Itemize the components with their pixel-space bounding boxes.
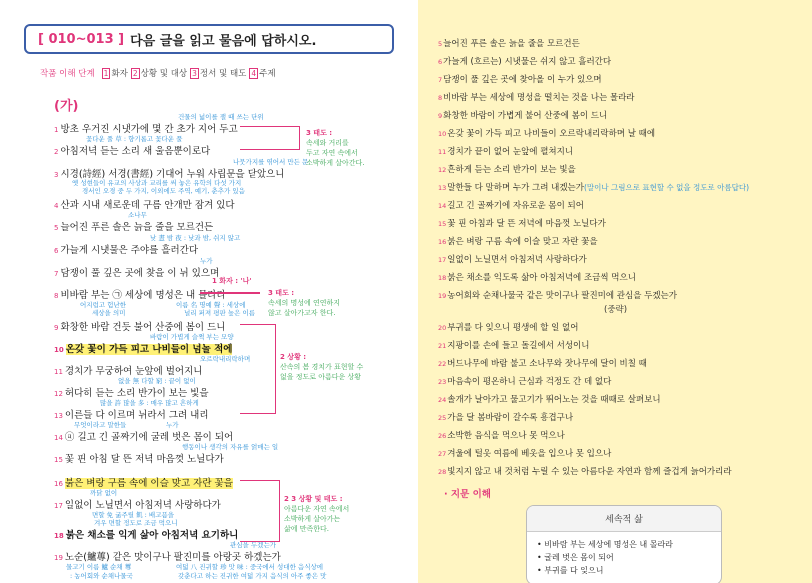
gloss-note: 행동이나 생각의 자유를 얽매는 일 [182, 443, 279, 451]
gloss-note: 누가 [200, 257, 213, 265]
gloss-note: 세상을 의미 [92, 309, 126, 317]
translation-line: 10온갖 꽃이 가득 피고 나비들이 오르락내리락하며 날 때에 [438, 129, 656, 139]
poem-line: 5 늘어진 푸른 솔은 늙을 줄을 모르건든 [54, 222, 214, 233]
poem-line: 15 꽃 핀 아침 달 뜬 저녁 마음껏 노닐다가 [54, 454, 224, 465]
translation-line: 6가늘게 (흐르는) 시냇물은 쉬지 않고 흘러간다 [438, 57, 612, 67]
section-title: · 지문 이해 [444, 489, 491, 500]
gloss-note: 옛 성현들이 유교의 사상과 교리를 써 놓은 유학의 다섯 가지 [72, 179, 242, 187]
translation-line: 20부귀를 다 잊으니 평생에 할 일 없어 [438, 323, 579, 333]
translation-line: 28빛지지 않고 내 것처럼 누릴 수 있는 아름다운 자연과 함께 즐겁게 늙어가리라 [438, 467, 732, 477]
poem-line: 1 방초 우거진 시냇가에 몇 간 초가 지어 두고 [54, 124, 238, 135]
poem-line: 2 아침저녁 듣는 소리 새 울음뿐이로다 [54, 146, 211, 157]
gloss-note: 바람이 가볍게 슬쩍 부는 모양 [150, 333, 234, 341]
translation-line: 13말한들 다 말하며 누가 그려 내겠는가(말이나 그림으로 표현할 수 없을 정도로 아름답다) [438, 183, 750, 193]
poem-line: 12 허다히 듣는 소리 반가이 보는 빛을 [54, 388, 209, 399]
translation-line: 23마음속이 평온하니 근심과 걱정도 간 데 없다 [438, 377, 612, 387]
poem-line: 16 붉은 벼랑 구름 속에 이슬 맞고 자란 꽃을 [54, 478, 233, 489]
poem-line: 4 산과 시내 새로운데 구름 안개만 잠겨 있다 [54, 200, 235, 211]
gloss-note: 어지럽고 험난한 [80, 301, 127, 309]
gloss-note: : 농어회와 순채나물국 [70, 572, 133, 580]
translation-line: 14길고 긴 골짜기에 자유로운 몸이 되어 [438, 201, 584, 211]
translation-line: 21지팡이를 손에 들고 돌길에서 서성이니 [438, 341, 590, 351]
gloss-note: 나뭇가지를 엮어서 만든 문 [233, 158, 309, 166]
annotation-attitude-2: 3 태도 : 속세의 명성에 연연하지 않고 살아가고자 한다. [268, 289, 341, 317]
translation-line: 9화창한 바람이 가볍게 불어 산중에 봄이 드니 [438, 111, 608, 121]
summary-card [526, 505, 722, 583]
translation-line: 27겨울에 털옷 여름에 베옷을 입으나 못 입으나 [438, 449, 612, 459]
gloss-note: 여덟 八 진귀할 珍 맛 味 : 중국에서 성대한 음식상에 [176, 563, 324, 571]
gloss-note: 오르락내리락하며 [200, 355, 251, 363]
gloss-note: 널리 퍼져 평판 높은 이름 [184, 309, 256, 317]
card-item: • 비바람 부는 세상에 명성은 내 몰라라 [537, 540, 673, 549]
gloss-note: 누가 [166, 421, 179, 429]
gloss-note: 없을 無 다할 窮 : 끝이 없이 [118, 377, 196, 385]
annotation-situation: 2 상황 : 산속의 봄 경치가 표현할 수 없을 정도로 아름다운 상황 [280, 353, 364, 381]
passage-label: (가) [54, 99, 79, 114]
poem-line: 18 붉은 채소를 익게 삶아 아침저녁 요기하니 [54, 530, 239, 541]
translation-line: 19농어회와 순채나물국 같은 맛이구나 팔진미에 관심을 두겠는가 [438, 291, 677, 301]
gloss-note: 소나무 [128, 211, 147, 219]
analysis-steps [40, 67, 276, 79]
bracket-line [240, 324, 276, 414]
poem-line: 17 일없이 노닐면서 아침저녁 사랑하다가 [54, 500, 221, 511]
step-item: 4 주제 [251, 69, 276, 79]
bracket-line [240, 126, 300, 150]
poem-line: 3 시경(詩經) 서경(書經) 기대어 누워 사립문을 닫았으니 [54, 169, 285, 180]
bracket-line [240, 480, 280, 542]
step-item: 2 상황 및 대상 [132, 69, 188, 79]
translation-line: 12흔하게 듣는 소리 반가이 보는 빛을 [438, 165, 576, 175]
card-item: • 굴레 벗은 몸이 되어 [537, 553, 614, 562]
poem-line: 14 ⓐ 길고 긴 골짜기에 굴레 벗은 몸이 되어 [54, 432, 234, 443]
gloss-note: 무엇이라고 말한들 [74, 421, 127, 429]
gloss-note: 관심을 두겠는가 [230, 541, 277, 549]
annotation-attitude: 3 태도 : 속세와 거리를 두고 자연 속에서 소박하게 살아간다. [306, 129, 365, 167]
question-header [24, 24, 394, 54]
steps-title: 작품 이해 단계 [40, 69, 95, 79]
translation-line: 16붉은 벼랑 구름 속에 이슬 맞고 자란 꽃을 [438, 237, 598, 247]
translation-line: 17일없이 노닐면서 아침저녁 사랑하다가 [438, 255, 587, 265]
annotation-speaker: 1 화자 : '나' [212, 277, 252, 285]
step-item: 1 화자 [103, 69, 128, 79]
gloss-note: 물고기 이름 鱸 순채 蓴 [66, 563, 132, 571]
poem-line: 11 경치가 무궁하여 눈앞에 벌어지니 [54, 366, 203, 377]
gloss-note: 까닭 없이 [90, 489, 118, 497]
translation-line: 8비바람 부는 세상에 명성을 떨치는 것을 나는 몰라라 [438, 93, 635, 103]
translation-line: 26소박한 음식을 먹으나 못 먹으나 [438, 431, 565, 441]
gloss-note: 갖춘다고 하는 진귀한 여덟 가지 음식의 아주 좋은 맛 [178, 572, 327, 580]
gloss-note: 많을 許 많을 多 : 매우 많고 흔하게 [100, 399, 199, 407]
gloss-note: 낮 晝 밤 夜 : 낮과 밤, 쉬지 않고 [150, 234, 241, 242]
translation-line: 5늘어진 푸른 솔은 늙을 줄을 모르건든 [438, 39, 580, 49]
translation-line: 11경치가 끝이 없어 눈앞에 펼쳐지니 [438, 147, 574, 157]
gloss-note: 겨우 면할 정도로 조금 먹으니 [94, 519, 178, 527]
poem-line: 6 가늘게 시냇물은 주야를 흘러간다 [54, 245, 199, 256]
translation-line: 7담쟁이 풀 깊은 곳에 찾아올 이 누가 있으며 [438, 75, 602, 85]
bracket-line [200, 292, 260, 294]
card-item: • 부귀를 다 잊으니 [537, 566, 604, 575]
gloss-note: 경서인 오경 중 두 가지, 이외에도 주역, 예기, 춘추가 있음 [82, 187, 245, 195]
translation-line: 18붉은 채소를 익도록 삶아 아침저녁에 조금씩 먹으니 [438, 273, 636, 283]
question-text: 다음 글을 읽고 물음에 답하시오. [130, 33, 317, 49]
translation-line: 25가을 달 봄바람이 갈수록 흥겹구나 [438, 413, 574, 423]
translation-line: 24솔개가 날아가고 물고기가 뛰어노는 것을 때때로 살펴보니 [438, 395, 661, 405]
poem-line: 9 화창한 바람 건듯 불어 산중에 봄이 드니 [54, 322, 226, 333]
gloss-note: 건물의 넓이를 잴 때 쓰는 단위 [178, 113, 264, 121]
poem-line: 10 온갖 꽃이 가득 피고 나비들이 넘놀 적에 [54, 344, 233, 355]
poem-line: 13 이른들 다 이르며 뉘라서 그려 내리 [54, 410, 209, 421]
translation-line: 22버드나무에 바람 불고 소나무와 잣나무에 달이 비칠 때 [438, 359, 647, 369]
gloss-note: 면할 免 굶주릴 飢 : 배고픔을 [92, 511, 175, 519]
step-item: 3 정서 및 태도 [192, 69, 247, 79]
translation-line: 15꽃 핀 아침과 달 뜬 저녁에 마음껏 노닐다가 [438, 219, 606, 229]
poem-line: 8 비바람 부는 ㉠ 세상에 명성은 내 몰라라 [54, 290, 226, 301]
poem-line: 19 노순(鱸蓴) 같은 맛이구나 팔진미를 아랑곳 하겠는가 [54, 552, 281, 563]
gloss-note: 이름 名 명예 聲 : 세상에 [176, 301, 246, 309]
annotation-situation-attitude: 2 3 상황 및 태도 : 아름다운 자연 속에서 소박하게 살아가는 삶에 만족한다. [284, 495, 350, 533]
omission-mark: (중략) [604, 305, 628, 315]
poem-line: 7 담쟁이 풀 깊은 곳에 찾을 이 뉘 있으며 [54, 268, 220, 279]
card-title: 세속적 삶 [527, 506, 721, 532]
question-number: [ 010~013 ] [38, 31, 125, 47]
gloss-note: 꽃다운 풀 草 : 향기롭고 꽃다운 풀 [86, 135, 183, 143]
